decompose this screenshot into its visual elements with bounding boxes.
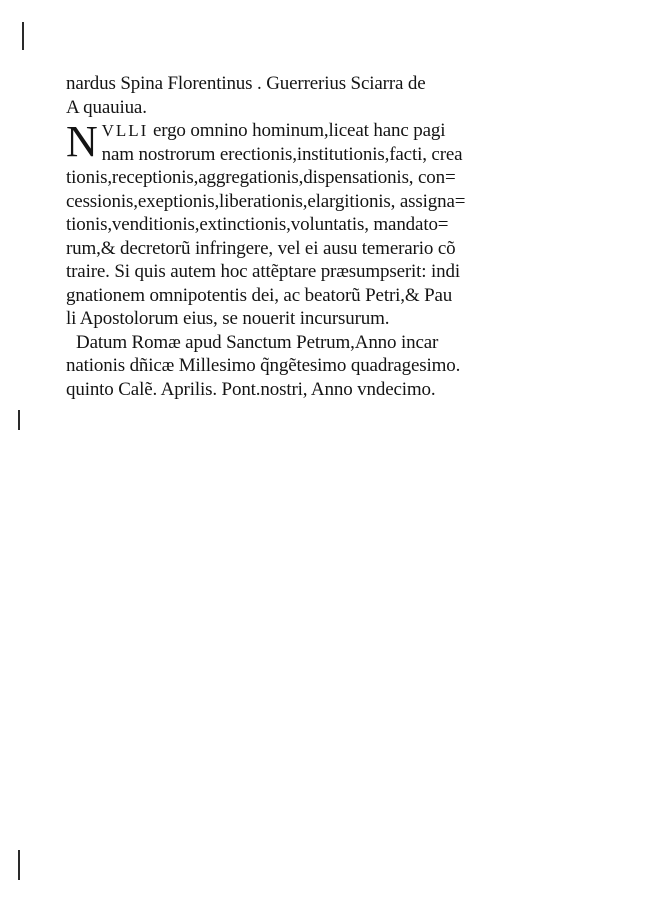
text-line: rum,& decretorũ infringere, vel ei ausu temerario cõ — [66, 237, 456, 259]
text-line: quinto Calẽ. Aprilis. Pont.nostri, Anno vndecimo. — [66, 378, 436, 400]
text-line: Datum Romæ apud Sanctum Petrum,Anno incar — [76, 331, 439, 353]
page-edge-mark-middle — [18, 410, 20, 430]
page-edge-mark-bottom — [18, 850, 20, 880]
document-text — [66, 72, 536, 401]
text-line: li Apostolorum eius, se nouerit incursurum. — [66, 308, 390, 329]
text-line: nam nostrorum erectionis,institutionis,facti, crea — [101, 143, 463, 165]
first-word-caps: VLLI — [101, 121, 149, 140]
text-line: cessionis,exeptionis,liberationis,elargitionis, assigna= — [66, 190, 466, 212]
text-line: A quauiua. — [66, 96, 147, 118]
page-edge-mark-top — [22, 22, 24, 50]
text-line: tionis,receptionis,aggregationis,dispensationis, con= — [66, 167, 456, 188]
text-line: tionis,venditionis,extinctionis,voluntatis, mandato= — [66, 214, 449, 235]
text-line: ergo omnino hominum,liceat hanc pagi — [148, 120, 446, 141]
text-line: traire. Si quis autem hoc attẽptare præsumpserit: indi — [66, 261, 460, 282]
text-line: gnationem omnipotentis dei, ac beatorũ Petri,& Pau — [66, 284, 453, 306]
drop-cap: N — [66, 117, 98, 166]
text-line: nationis dñicæ Millesimo q̃ngẽtesimo quadragesimo. — [66, 355, 461, 376]
text-line: nardus Spina Florentinus . Guerrerius Sciarra de — [66, 73, 426, 94]
